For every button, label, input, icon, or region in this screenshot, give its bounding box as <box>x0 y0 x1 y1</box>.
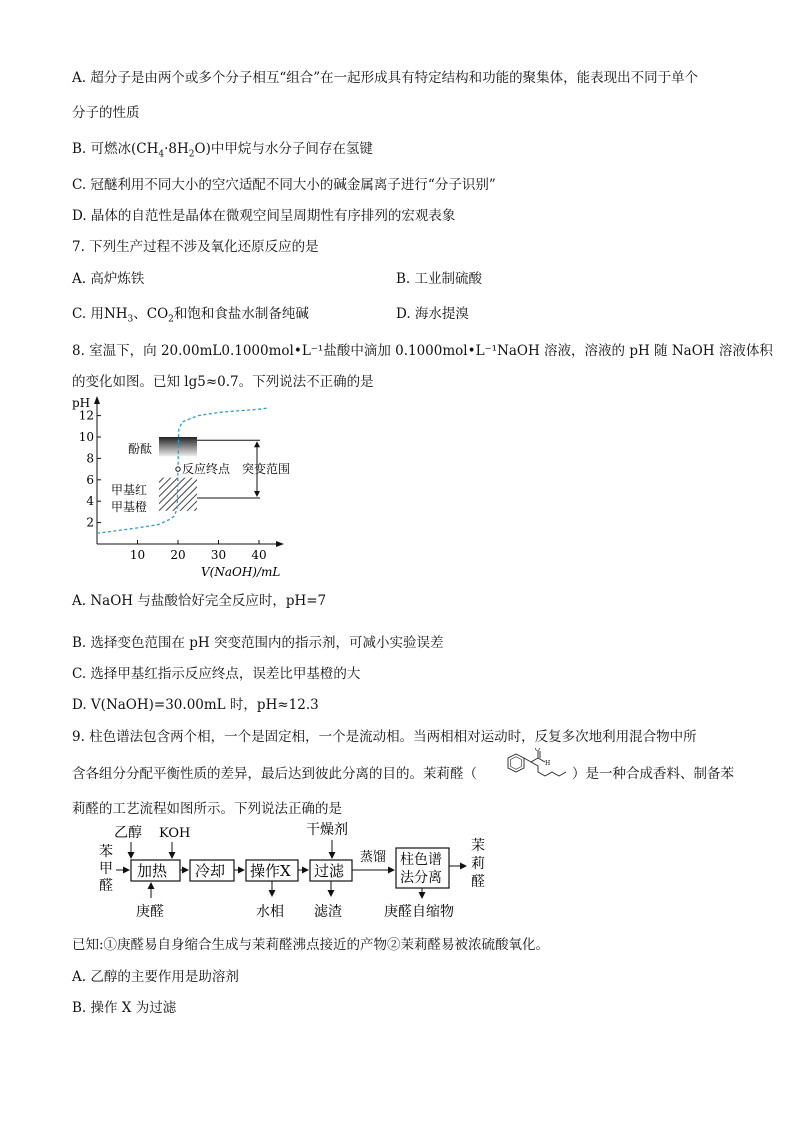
q6-option-c: C. 冠醚利用不同大小的空穴适配不同大小的碱金属离子进行“分子识别” <box>72 177 496 193</box>
x-tick-label: 40 <box>251 548 267 562</box>
known-conditions: 已知:①庚醛易自身缩合生成与茉莉醛沸点接近的产物②茉莉醛易被浓硫酸氧化。 <box>72 937 550 953</box>
cool-label: 冷却 <box>195 862 226 880</box>
x-axis-arrow <box>276 541 284 547</box>
q6-option-d: D. 晶体的自范性是晶体在微观空间呈周期性有序排列的宏观表象 <box>72 208 456 224</box>
y-tick-label: 4 <box>86 494 94 509</box>
x-axis-label: V(NaOH)/mL <box>201 565 281 579</box>
process-flowchart <box>96 818 496 926</box>
jasmine-char-2: 莉 <box>471 856 485 872</box>
q6-option-a-line1: A. 超分子是由两个或多个分子相互“组合”在一起形成具有特定结构和功能的聚集体，能表现出不同于单个 <box>72 70 699 86</box>
q9-stem-line1: 9. 柱色谱法包含两个相，一个是固定相，一个是流动相。当两相相对运动时，反复多次地利用混合物中所 <box>72 729 697 745</box>
water-phase-label: 水相 <box>256 904 284 920</box>
y-axis-arrow <box>94 396 100 404</box>
heptanal-label: 庚醛 <box>136 904 164 920</box>
q6-option-b <box>72 137 373 160</box>
y-axis-label: pH <box>72 396 91 410</box>
formula-ch4: $CH_4\cdot 8H_2O$ <box>136 141 206 160</box>
q8-stem-line2: 的变化如图。已知 lg5≈0.7。下列说法不正确的是 <box>72 374 374 390</box>
q9-stem-line3: 莉醛的工艺流程如图所示。下列说法正确的是 <box>72 801 342 817</box>
q7-stem: 7. 下列生产过程不涉及氧化还原反应的是 <box>72 239 319 255</box>
q7-option-c: C. 用$NH_3$、$CO_2$和饱和食盐水制备纯碱 <box>72 306 309 325</box>
heat-label: 加热 <box>137 862 168 880</box>
filter-label: 过滤 <box>314 862 345 880</box>
q6-option-a-line2: 分子的性质 <box>72 105 140 121</box>
endpoint-marker <box>176 467 180 471</box>
formula-co2: $CO_2$ <box>146 306 174 325</box>
q8-option-b: B. 选择变色范围在 pH 突变范围内的指示剂，可减小实验误差 <box>72 635 444 651</box>
residue-label: 滤渣 <box>314 904 342 920</box>
condensate-label: 庚醛自缩物 <box>384 904 454 920</box>
y-tick-label: 8 <box>86 451 94 466</box>
y-tick-label: 6 <box>86 472 94 487</box>
titration-chart <box>70 394 300 584</box>
oxygen-atom-label: O <box>535 748 540 753</box>
x-tick-label: 20 <box>170 548 186 562</box>
q9-option-a: A. 乙醇的主要作用是助溶剂 <box>72 969 239 985</box>
q6-option-b-post: )中甲烷与水分子间存在氢键 <box>205 141 373 157</box>
q7-option-b: B. 工业制硫酸 <box>396 271 483 287</box>
q7-option-d: D. 海水提溴 <box>396 306 469 322</box>
koh-label: KOH <box>159 826 191 841</box>
phenolphthalein-label: 酚酞 <box>128 442 153 456</box>
column-label-line1: 柱色谱 <box>400 852 442 868</box>
benzaldehyde-char-3: 醛 <box>99 878 113 894</box>
formula-nh3: $NH_3$ <box>103 306 134 325</box>
jump-arrow-head-top <box>254 441 260 447</box>
methyl-red-label: 甲基红 <box>111 483 148 497</box>
benzaldehyde-char-2: 甲 <box>99 861 113 877</box>
hydrogen-atom-label: H <box>545 760 551 767</box>
q7-option-a: A. 高炉炼铁 <box>72 271 145 287</box>
x-tick-label: 30 <box>210 548 227 562</box>
q6-option-b-pre: B. 可燃冰( <box>72 141 137 157</box>
jasminaldehyde-structure <box>498 748 570 784</box>
operation-x-label: 操作X <box>250 862 291 880</box>
q8-option-a: A. NaOH 与盐酸恰好完全反应时，pH=7 <box>72 593 327 609</box>
desiccant-label: 干燥剂 <box>306 822 348 838</box>
jasmine-char-1: 茉 <box>471 838 485 854</box>
methyl-orange-label: 甲基橙 <box>111 500 148 514</box>
jump-range-label: 突变范围 <box>242 462 291 476</box>
q9-stem-line2a: 含各组分分配平衡性质的差异，最后达到彼此分离的目的。茉莉醛（ <box>72 766 477 782</box>
jump-arrow-head-bottom <box>254 491 260 497</box>
jasmine-char-3: 醛 <box>471 874 485 890</box>
endpoint-label: 反应终点 <box>182 462 231 476</box>
q8-stem-line1: 8. 室温下，向 20.00mL0.1000mol•L⁻¹盐酸中滴加 0.1000mol•L⁻¹NaOH 溶液，溶液的 pH 随 NaOH 溶液体积 <box>72 343 773 359</box>
q9-stem-line2b: ）是一种合成香料、制备苯 <box>572 766 734 782</box>
distill-label: 蒸馏 <box>360 850 387 865</box>
q8-option-d: D. V(NaOH)=30.00mL 时，pH≈12.3 <box>72 697 319 713</box>
ethanol-label: 乙醇 <box>114 825 142 841</box>
x-tick-label: 10 <box>129 548 146 562</box>
methyl-orange-band <box>159 497 197 511</box>
y-tick-label: 10 <box>78 430 94 444</box>
column-label-line2: 法分离 <box>400 870 442 886</box>
q9-option-b: B. 操作 X 为过滤 <box>72 1000 177 1016</box>
y-tick-label: 2 <box>86 515 94 530</box>
y-tick-label: 12 <box>78 408 94 423</box>
q8-option-c: C. 选择甲基红指示反应终点，误差比甲基橙的大 <box>72 666 361 682</box>
benzaldehyde-char-1: 苯 <box>99 844 113 860</box>
